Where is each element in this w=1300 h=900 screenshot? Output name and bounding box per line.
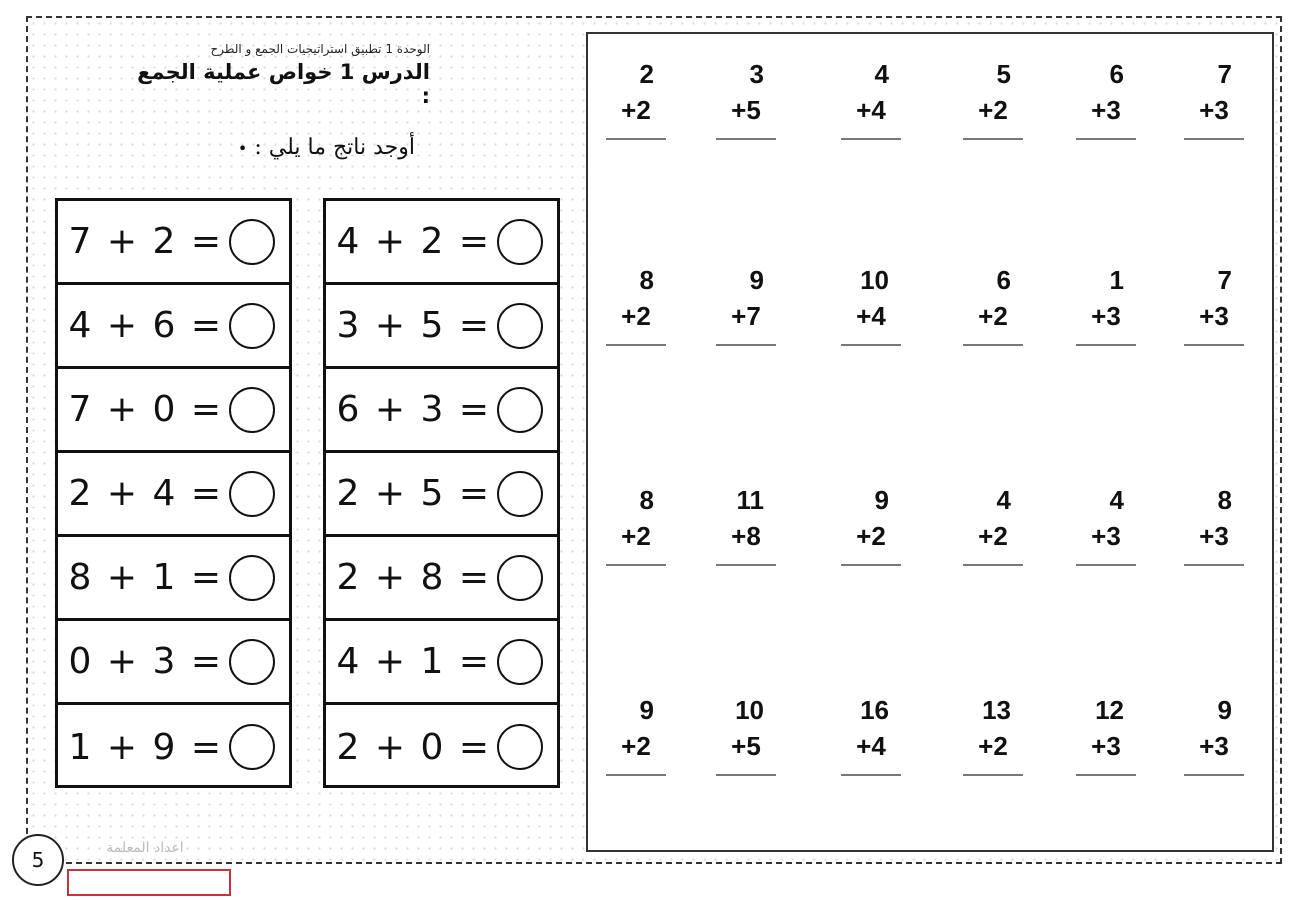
answer-circle[interactable] bbox=[229, 303, 275, 349]
vertical-problem bbox=[606, 56, 666, 140]
answer-line[interactable] bbox=[1184, 564, 1244, 566]
addend-top: 6 bbox=[996, 265, 1011, 295]
addend-bottom: +2 bbox=[856, 521, 886, 551]
instruction-text: أوجد ناتج ما يلي : bbox=[254, 135, 415, 160]
addend-top: 4 bbox=[874, 59, 889, 89]
answer-line[interactable] bbox=[1076, 564, 1136, 566]
addend-top: 9 bbox=[639, 695, 654, 725]
vertical-problem bbox=[1184, 482, 1244, 566]
equation-row bbox=[326, 201, 557, 285]
name-box[interactable] bbox=[67, 869, 231, 896]
equation-row bbox=[58, 705, 289, 789]
instruction bbox=[180, 135, 415, 160]
equation-text: 8 + 1 = bbox=[68, 557, 223, 598]
equation-row bbox=[58, 621, 289, 705]
addend-top: 4 bbox=[996, 485, 1011, 515]
addend-bottom: +2 bbox=[978, 521, 1008, 551]
vertical-addition-panel bbox=[586, 32, 1274, 852]
answer-line[interactable] bbox=[963, 774, 1023, 776]
addend-bottom: +3 bbox=[1199, 731, 1229, 761]
addend-bottom: +2 bbox=[978, 95, 1008, 125]
vertical-problem bbox=[963, 692, 1023, 776]
addend-top: 10 bbox=[860, 265, 889, 295]
addend-bottom: +5 bbox=[731, 731, 761, 761]
addend-bottom: +4 bbox=[856, 95, 886, 125]
answer-circle[interactable] bbox=[497, 724, 543, 770]
answer-line[interactable] bbox=[606, 564, 666, 566]
equation-row bbox=[58, 453, 289, 537]
equation-text: 4 + 1 = bbox=[336, 641, 491, 682]
equation-row bbox=[58, 201, 289, 285]
addend-top: 9 bbox=[874, 485, 889, 515]
answer-line[interactable] bbox=[963, 138, 1023, 140]
equation-text: 1 + 9 = bbox=[68, 726, 223, 768]
unit-heading: الوحدة 1 تطبيق استراتيجيات الجمع و الطرح bbox=[210, 42, 430, 56]
vertical-problem bbox=[841, 262, 901, 346]
vertical-problem bbox=[1076, 692, 1136, 776]
addend-top: 8 bbox=[639, 485, 654, 515]
addend-top: 8 bbox=[1217, 485, 1232, 515]
vertical-problem bbox=[1184, 56, 1244, 140]
addend-top: 9 bbox=[1217, 695, 1232, 725]
page-number: 5 bbox=[31, 848, 45, 872]
equation-row bbox=[326, 537, 557, 621]
vertical-problem bbox=[606, 482, 666, 566]
teacher-credit: اعداد المعلمة bbox=[106, 840, 184, 856]
left-equation-table bbox=[55, 198, 292, 788]
answer-line[interactable] bbox=[716, 138, 776, 140]
addend-bottom: +3 bbox=[1091, 95, 1121, 125]
addend-bottom: +5 bbox=[731, 95, 761, 125]
addend-top: 2 bbox=[639, 59, 654, 89]
equation-row bbox=[326, 453, 557, 537]
vertical-problem bbox=[606, 692, 666, 776]
lesson-title: الدرس 1 خواص عملية الجمع : bbox=[137, 60, 430, 108]
equation-row bbox=[326, 285, 557, 369]
addend-top: 3 bbox=[749, 59, 764, 89]
answer-line[interactable] bbox=[841, 774, 901, 776]
addend-top: 8 bbox=[639, 265, 654, 295]
vertical-problem bbox=[841, 56, 901, 140]
answer-line[interactable] bbox=[716, 774, 776, 776]
equation-text: 4 + 2 = bbox=[336, 221, 491, 262]
vertical-problem bbox=[1184, 692, 1244, 776]
addend-bottom: +4 bbox=[856, 301, 886, 331]
addend-top: 1 bbox=[1109, 265, 1124, 295]
vertical-problem bbox=[963, 262, 1023, 346]
answer-circle[interactable] bbox=[229, 555, 275, 601]
equation-text: 6 + 3 = bbox=[336, 389, 491, 430]
answer-line[interactable] bbox=[606, 344, 666, 346]
addend-bottom: +2 bbox=[978, 301, 1008, 331]
addend-top: 6 bbox=[1109, 59, 1124, 89]
answer-circle[interactable] bbox=[497, 471, 543, 517]
equation-text: 2 + 4 = bbox=[68, 473, 223, 514]
vertical-problem bbox=[963, 56, 1023, 140]
equation-row bbox=[326, 621, 557, 705]
answer-circle[interactable] bbox=[229, 639, 275, 685]
answer-circle[interactable] bbox=[497, 387, 543, 433]
addend-top: 7 bbox=[1217, 59, 1232, 89]
equation-text: 0 + 3 = bbox=[68, 641, 223, 682]
vertical-problem bbox=[716, 482, 776, 566]
addend-bottom: +2 bbox=[621, 95, 651, 125]
equation-text: 3 + 5 = bbox=[336, 305, 491, 346]
equation-row bbox=[58, 369, 289, 453]
vertical-problem bbox=[963, 482, 1023, 566]
answer-circle[interactable] bbox=[497, 303, 543, 349]
answer-line[interactable] bbox=[1184, 138, 1244, 140]
addend-top: 4 bbox=[1109, 485, 1124, 515]
vertical-problem bbox=[841, 482, 901, 566]
answer-circle[interactable] bbox=[497, 555, 543, 601]
equation-row bbox=[326, 705, 557, 789]
page-number-badge bbox=[12, 834, 64, 886]
answer-line[interactable] bbox=[1184, 774, 1244, 776]
vertical-problem bbox=[716, 692, 776, 776]
addend-bottom: +2 bbox=[621, 301, 651, 331]
equation-text: 2 + 0 = bbox=[336, 726, 491, 768]
answer-line[interactable] bbox=[1076, 138, 1136, 140]
vertical-problem bbox=[1184, 262, 1244, 346]
addend-top: 9 bbox=[749, 265, 764, 295]
answer-line[interactable] bbox=[716, 344, 776, 346]
answer-line[interactable] bbox=[716, 564, 776, 566]
addend-bottom: +3 bbox=[1199, 301, 1229, 331]
answer-line[interactable] bbox=[1184, 344, 1244, 346]
equation-row bbox=[326, 369, 557, 453]
equation-row bbox=[58, 285, 289, 369]
answer-line[interactable] bbox=[606, 138, 666, 140]
answer-line[interactable] bbox=[1076, 774, 1136, 776]
vertical-problem bbox=[716, 262, 776, 346]
answer-line[interactable] bbox=[963, 564, 1023, 566]
answer-circle[interactable] bbox=[497, 219, 543, 265]
addend-top: 11 bbox=[736, 485, 764, 515]
answer-circle[interactable] bbox=[497, 639, 543, 685]
vertical-problem bbox=[841, 692, 901, 776]
answer-line[interactable] bbox=[606, 774, 666, 776]
middle-equation-table bbox=[323, 198, 560, 788]
addend-top: 10 bbox=[735, 695, 764, 725]
addend-top: 5 bbox=[996, 59, 1011, 89]
answer-line[interactable] bbox=[841, 564, 901, 566]
addend-top: 16 bbox=[860, 695, 889, 725]
vertical-problem bbox=[716, 56, 776, 140]
addend-bottom: +8 bbox=[731, 521, 761, 551]
equation-text: 4 + 6 = bbox=[68, 305, 223, 346]
bullet-icon: • bbox=[237, 139, 248, 158]
addend-bottom: +7 bbox=[731, 301, 761, 331]
addend-bottom: +3 bbox=[1091, 521, 1121, 551]
addend-bottom: +3 bbox=[1199, 95, 1229, 125]
addend-bottom: +2 bbox=[978, 731, 1008, 761]
answer-line[interactable] bbox=[1076, 344, 1136, 346]
equation-row bbox=[58, 537, 289, 621]
answer-line[interactable] bbox=[841, 138, 901, 140]
vertical-problem bbox=[1076, 482, 1136, 566]
answer-line[interactable] bbox=[841, 344, 901, 346]
addend-top: 13 bbox=[982, 695, 1011, 725]
addend-bottom: +4 bbox=[856, 731, 886, 761]
answer-line[interactable] bbox=[963, 344, 1023, 346]
equation-text: 7 + 2 = bbox=[68, 221, 223, 262]
answer-circle[interactable] bbox=[229, 219, 275, 265]
addend-bottom: +3 bbox=[1091, 731, 1121, 761]
equation-text: 2 + 8 = bbox=[336, 557, 491, 598]
addend-top: 12 bbox=[1095, 695, 1124, 725]
answer-circle[interactable] bbox=[229, 471, 275, 517]
addend-top: 7 bbox=[1217, 265, 1232, 295]
vertical-problem bbox=[1076, 56, 1136, 140]
addend-bottom: +3 bbox=[1199, 521, 1229, 551]
vertical-problem bbox=[606, 262, 666, 346]
answer-circle[interactable] bbox=[229, 724, 275, 770]
answer-circle[interactable] bbox=[229, 387, 275, 433]
equation-text: 2 + 5 = bbox=[336, 473, 491, 514]
addend-bottom: +2 bbox=[621, 521, 651, 551]
addend-bottom: +2 bbox=[621, 731, 651, 761]
vertical-problem bbox=[1076, 262, 1136, 346]
addend-bottom: +3 bbox=[1091, 301, 1121, 331]
equation-text: 7 + 0 = bbox=[68, 389, 223, 430]
